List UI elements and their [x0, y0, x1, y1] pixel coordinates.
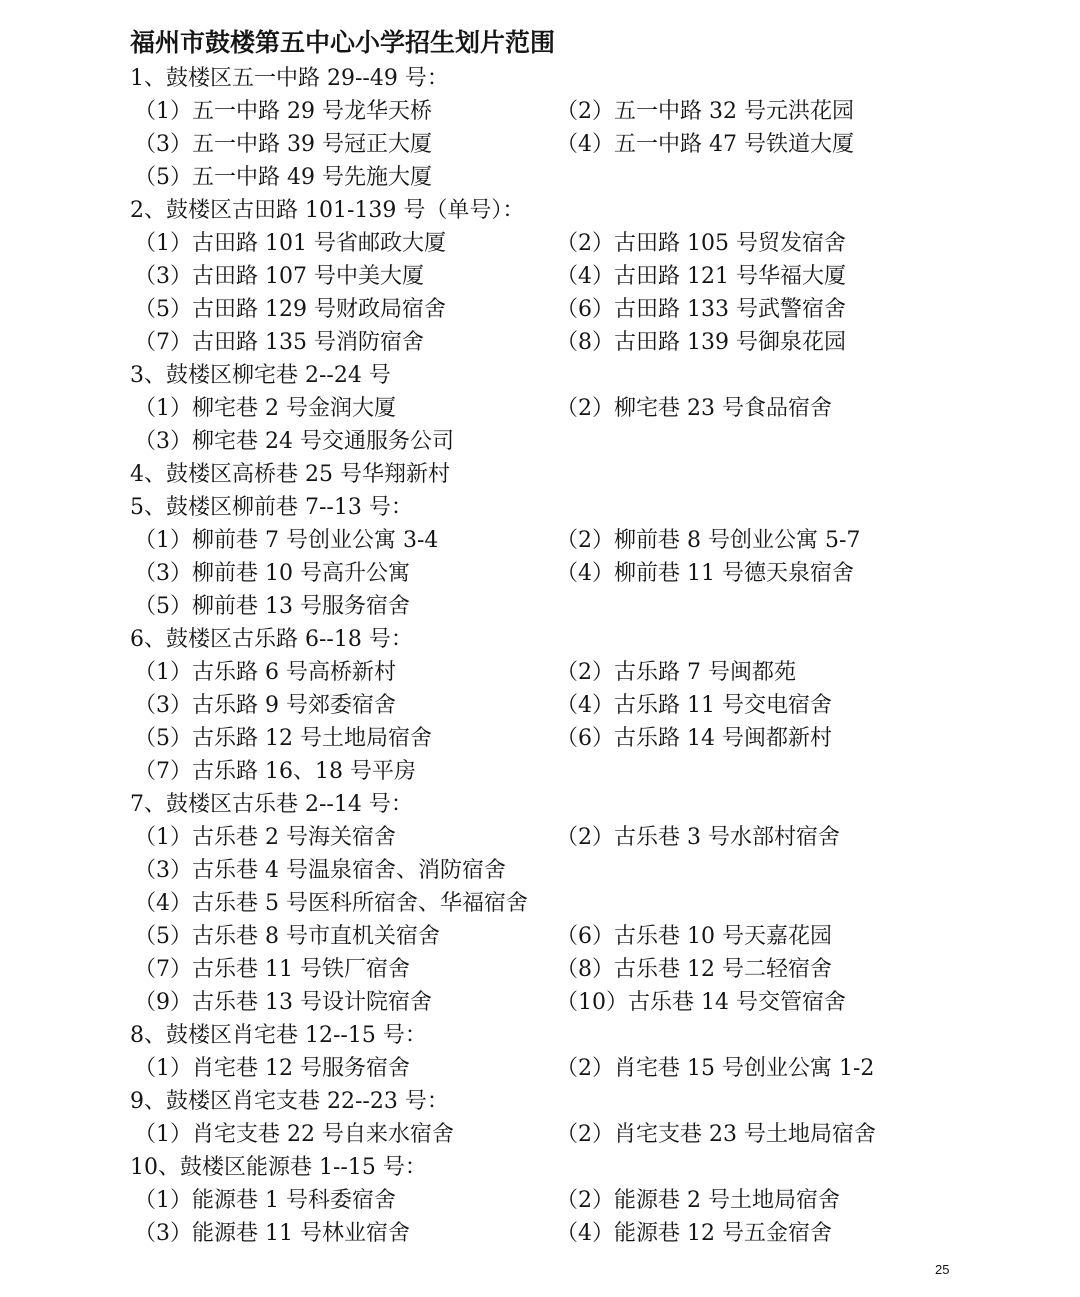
address-item: （5）古乐路 12 号土地局宿舍: [134, 726, 432, 751]
address-row: [130, 425, 930, 458]
address-item: （1）古乐路 6 号高桥新村: [134, 660, 396, 685]
address-item: （2）古乐巷 3 号水部村宿舍: [556, 825, 840, 850]
document-title: 福州市鼓楼第五中心小学招生划片范围: [130, 28, 556, 57]
address-row: [130, 953, 930, 986]
section-heading: 5、鼓楼区柳前巷 7--13 号：: [130, 495, 413, 520]
address-item: （4）古乐巷 5 号医科所宿舍、华福宿舍: [134, 891, 528, 916]
address-item: （3）古乐巷 4 号温泉宿舍、消防宿舍: [134, 858, 506, 883]
address-item: （2）柳宅巷 23 号食品宿舍: [556, 396, 832, 421]
address-item: （4）柳前巷 11 号德天泉宿舍: [556, 561, 854, 586]
address-item: （2）柳前巷 8 号创业公寓 5-7: [556, 528, 861, 553]
address-row: [130, 689, 930, 722]
address-item: （3）古田路 107 号中美大厦: [134, 264, 424, 289]
address-item: （5）古乐巷 8 号市直机关宿舍: [134, 924, 440, 949]
address-item: （2）肖宅支巷 23 号土地局宿舍: [556, 1122, 876, 1147]
address-row: [130, 920, 930, 953]
address-item: （2）能源巷 2 号土地局宿舍: [556, 1188, 840, 1213]
section-heading: 7、鼓楼区古乐巷 2--14 号：: [130, 792, 413, 817]
address-item: （1）肖宅巷 12 号服务宿舍: [134, 1056, 410, 1081]
address-item: （3）能源巷 11 号林业宿舍: [134, 1221, 410, 1246]
address-item: （1）古田路 101 号省邮政大厦: [134, 231, 446, 256]
address-row: [130, 656, 930, 689]
address-item: （4）古乐路 11 号交电宿舍: [556, 693, 832, 718]
address-item: （6）古乐巷 10 号天嘉花园: [556, 924, 832, 949]
section-heading: 1、鼓楼区五一中路 29--49 号：: [130, 66, 449, 91]
address-row: [130, 95, 930, 128]
address-row: [130, 392, 930, 425]
address-item: （1）能源巷 1 号科委宿舍: [134, 1188, 396, 1213]
address-item: （3）古乐路 9 号郊委宿舍: [134, 693, 396, 718]
address-item: （7）古乐巷 11 号铁厂宿舍: [134, 957, 410, 982]
address-item: （3）柳宅巷 24 号交通服务公司: [134, 429, 454, 454]
address-item: （4）五一中路 47 号铁道大厦: [556, 132, 854, 157]
address-item: （2）肖宅巷 15 号创业公寓 1-2: [556, 1056, 875, 1081]
address-item: （1）五一中路 29 号龙华天桥: [134, 99, 432, 124]
address-item: （2）古田路 105 号贸发宿舍: [556, 231, 846, 256]
address-row: [130, 260, 930, 293]
address-item: （8）古乐巷 12 号二轻宿舍: [556, 957, 832, 982]
address-item: （4）古田路 121 号华福大厦: [556, 264, 846, 289]
page-number: 25: [935, 1262, 950, 1277]
address-row: [130, 128, 930, 161]
address-item: （2）古乐路 7 号闽都苑: [556, 660, 796, 685]
section-heading: 4、鼓楼区高桥巷 25 号华翔新村: [130, 462, 450, 487]
address-row: [130, 722, 930, 755]
address-item: （3）五一中路 39 号冠正大厦: [134, 132, 432, 157]
section-heading: 3、鼓楼区柳宅巷 2--24 号: [130, 363, 391, 388]
address-item: （6）古田路 133 号武警宿舍: [556, 297, 846, 322]
section-heading: 8、鼓楼区肖宅巷 12--15 号：: [130, 1023, 427, 1048]
address-row: [130, 227, 930, 260]
address-row: [130, 161, 930, 194]
address-item: （3）柳前巷 10 号高升公寓: [134, 561, 410, 586]
address-item: （7）古田路 135 号消防宿舍: [134, 330, 424, 355]
address-item: （8）古田路 139 号御泉花园: [556, 330, 846, 355]
address-item: （9）古乐巷 13 号设计院宿舍: [134, 990, 432, 1015]
address-row: [130, 557, 930, 590]
address-row: [130, 821, 930, 854]
address-item: （6）古乐路 14 号闽都新村: [556, 726, 832, 751]
address-item: （5）五一中路 49 号先施大厦: [134, 165, 432, 190]
address-row: [130, 524, 930, 557]
address-item: （5）古田路 129 号财政局宿舍: [134, 297, 446, 322]
address-item: （7）古乐路 16、18 号平房: [134, 759, 416, 784]
section-list: [130, 62, 930, 1250]
address-row: [130, 293, 930, 326]
address-row: [130, 755, 930, 788]
address-row: [130, 887, 930, 920]
section-heading: 9、鼓楼区肖宅支巷 22--23 号：: [130, 1089, 449, 1114]
address-row: [130, 986, 930, 1019]
address-item: （1）柳宅巷 2 号金润大厦: [134, 396, 396, 421]
address-row: [130, 326, 930, 359]
address-item: （10）古乐巷 14 号交管宿舍: [556, 990, 846, 1015]
address-row: [130, 1052, 930, 1085]
address-row: [130, 1217, 930, 1250]
section-heading: 6、鼓楼区古乐路 6--18 号：: [130, 627, 413, 652]
address-row: [130, 1184, 930, 1217]
address-item: （1）肖宅支巷 22 号自来水宿舍: [134, 1122, 454, 1147]
address-row: [130, 854, 930, 887]
address-item: （4）能源巷 12 号五金宿舍: [556, 1221, 832, 1246]
address-item: （2）五一中路 32 号元洪花园: [556, 99, 854, 124]
address-item: （1）柳前巷 7 号创业公寓 3-4: [134, 528, 439, 553]
address-item: （5）柳前巷 13 号服务宿舍: [134, 594, 410, 619]
section-heading: 10、鼓楼区能源巷 1--15 号：: [130, 1155, 427, 1180]
address-row: [130, 590, 930, 623]
section-heading: 2、鼓楼区古田路 101-139 号（单号）：: [130, 198, 525, 223]
address-row: [130, 1118, 930, 1151]
document-page: [130, 26, 930, 1250]
address-item: （1）古乐巷 2 号海关宿舍: [134, 825, 396, 850]
